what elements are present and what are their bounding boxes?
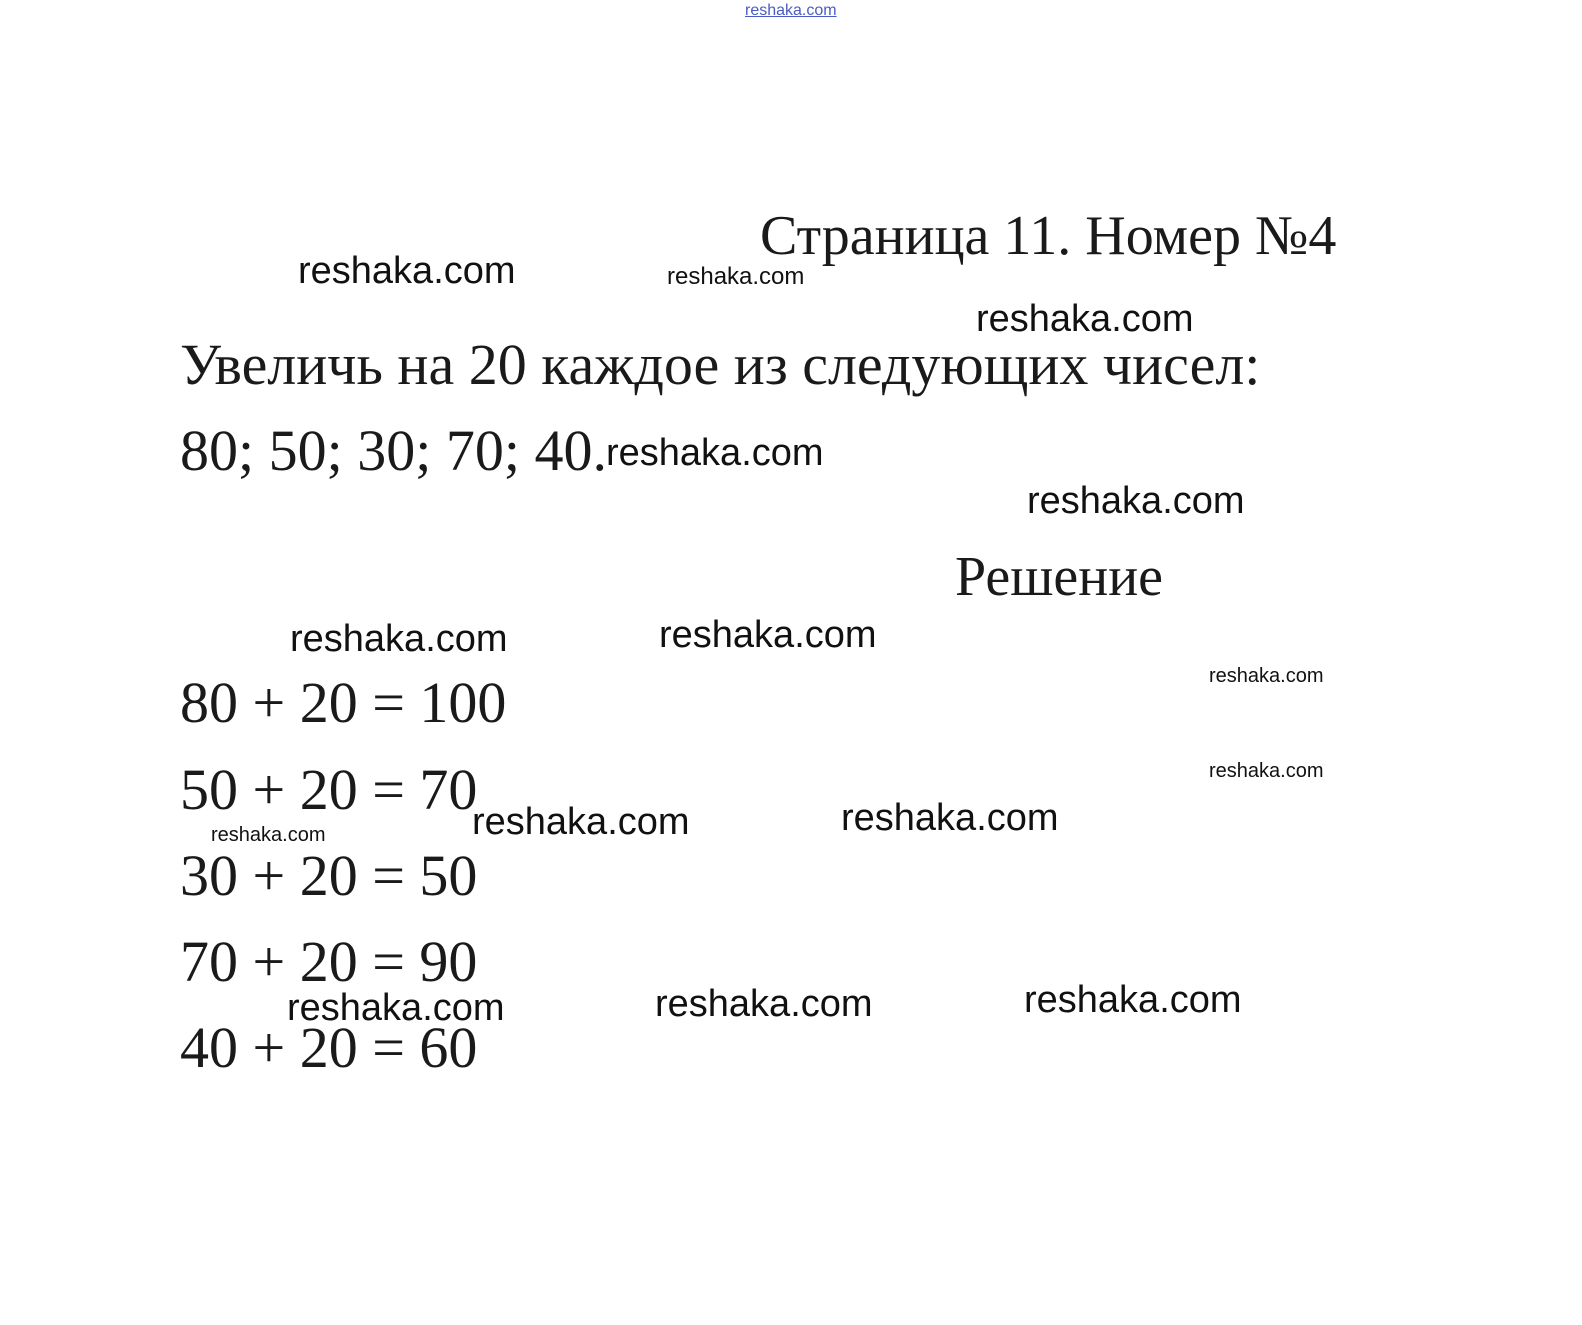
equation-2: 50 + 20 = 70	[180, 757, 478, 822]
watermark: reshaka.com	[472, 801, 690, 843]
equation-3: 30 + 20 = 50	[180, 843, 478, 908]
watermark: reshaka.com	[655, 983, 873, 1025]
watermark: reshaka.com	[1209, 665, 1324, 687]
task-text: Увеличь на 20 каждое из следующих чисел:	[180, 332, 1261, 397]
equation-5: 40 + 20 = 60	[180, 1015, 478, 1080]
equation-4: 70 + 20 = 90	[180, 929, 478, 994]
site-link[interactable]: reshaka.com	[745, 2, 837, 19]
watermark: reshaka.com	[606, 432, 824, 474]
watermark: reshaka.com	[659, 614, 877, 656]
watermark: reshaka.com	[1027, 480, 1245, 522]
watermark: reshaka.com	[1209, 760, 1324, 782]
watermark: reshaka.com	[298, 250, 516, 292]
watermark: reshaka.com	[211, 824, 326, 846]
equation-1: 80 + 20 = 100	[180, 670, 507, 735]
watermark: reshaka.com	[841, 797, 1059, 839]
solution-heading: Решение	[955, 546, 1164, 608]
task-numbers: 80; 50; 30; 70; 40.	[180, 418, 607, 483]
watermark: reshaka.com	[1024, 979, 1242, 1021]
watermark: reshaka.com	[976, 298, 1194, 340]
watermark: reshaka.com	[290, 618, 508, 660]
watermark: reshaka.com	[287, 987, 505, 1029]
watermark: reshaka.com	[667, 263, 805, 290]
page-title: Страница 11. Номер №4	[760, 205, 1337, 267]
